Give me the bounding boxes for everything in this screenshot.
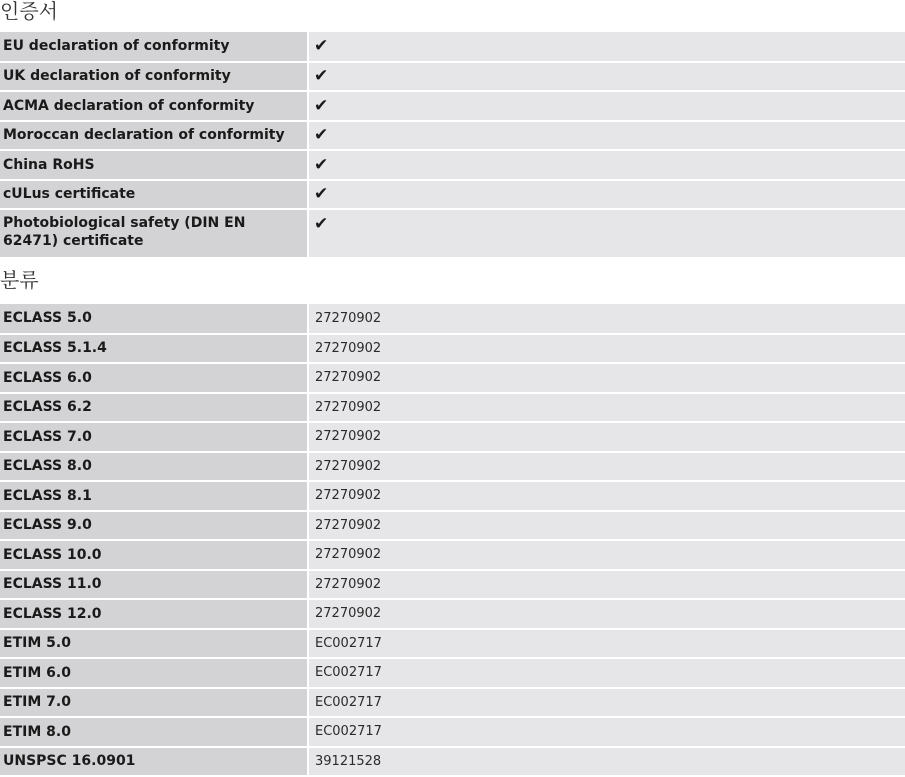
row-label: ECLASS 7.0 xyxy=(0,422,308,452)
table-row xyxy=(0,511,905,541)
check-icon: ✔ xyxy=(308,121,905,151)
certificates-heading: 인증서 xyxy=(0,0,58,23)
row-label: Photobiological safety (DIN EN 62471) certificate xyxy=(0,209,308,258)
row-value: EC002717 xyxy=(308,717,905,747)
row-value: 27270902 xyxy=(308,452,905,482)
check-icon: ✔ xyxy=(308,150,905,180)
check-icon: ✔ xyxy=(308,32,905,62)
row-value: 27270902 xyxy=(308,393,905,423)
row-label: cULus certificate xyxy=(0,180,308,210)
row-value: 27270902 xyxy=(308,570,905,600)
row-label: UNSPSC 16.0901 xyxy=(0,747,308,777)
row-value: EC002717 xyxy=(308,688,905,718)
table-row xyxy=(0,658,905,688)
classification-table xyxy=(0,304,905,777)
row-value: EC002717 xyxy=(308,658,905,688)
row-label: ECLASS 12.0 xyxy=(0,599,308,629)
row-value: 27270902 xyxy=(308,422,905,452)
row-value: 39121528 xyxy=(308,747,905,777)
row-value: 27270902 xyxy=(308,540,905,570)
row-label: ECLASS 9.0 xyxy=(0,511,308,541)
row-label: Moroccan declaration of conformity xyxy=(0,121,308,151)
table-row xyxy=(0,688,905,718)
table-row xyxy=(0,570,905,600)
row-value: 27270902 xyxy=(308,334,905,364)
table-row xyxy=(0,481,905,511)
table-row xyxy=(0,393,905,423)
table-row xyxy=(0,180,905,210)
row-label: ECLASS 8.1 xyxy=(0,481,308,511)
table-row xyxy=(0,62,905,92)
row-label: ETIM 5.0 xyxy=(0,629,308,659)
check-icon: ✔ xyxy=(308,62,905,92)
row-label: ACMA declaration of conformity xyxy=(0,91,308,121)
row-value: 27270902 xyxy=(308,511,905,541)
table-row xyxy=(0,32,905,62)
row-value: 27270902 xyxy=(308,363,905,393)
row-label: ETIM 6.0 xyxy=(0,658,308,688)
table-row xyxy=(0,540,905,570)
row-label: EU declaration of conformity xyxy=(0,32,308,62)
row-label: ETIM 8.0 xyxy=(0,717,308,747)
row-value: 27270902 xyxy=(308,304,905,334)
row-label: ECLASS 8.0 xyxy=(0,452,308,482)
row-label: ECLASS 5.1.4 xyxy=(0,334,308,364)
classification-heading: 분류 xyxy=(0,268,39,292)
row-label: ECLASS 6.0 xyxy=(0,363,308,393)
certificates-table xyxy=(0,32,905,259)
check-icon: ✔ xyxy=(308,91,905,121)
table-row xyxy=(0,304,905,334)
table-row xyxy=(0,121,905,151)
table-row xyxy=(0,209,905,258)
check-icon: ✔ xyxy=(308,209,905,258)
row-value: 27270902 xyxy=(308,599,905,629)
check-icon: ✔ xyxy=(308,180,905,210)
table-row xyxy=(0,150,905,180)
table-row xyxy=(0,422,905,452)
table-row xyxy=(0,452,905,482)
row-label: ECLASS 10.0 xyxy=(0,540,308,570)
table-row xyxy=(0,599,905,629)
table-row xyxy=(0,717,905,747)
row-label: ECLASS 11.0 xyxy=(0,570,308,600)
table-row xyxy=(0,747,905,777)
row-label: UK declaration of conformity xyxy=(0,62,308,92)
row-label: ETIM 7.0 xyxy=(0,688,308,718)
table-row xyxy=(0,363,905,393)
row-value: EC002717 xyxy=(308,629,905,659)
row-value: 27270902 xyxy=(308,481,905,511)
row-label: China RoHS xyxy=(0,150,308,180)
table-row xyxy=(0,334,905,364)
table-row xyxy=(0,91,905,121)
row-label: ECLASS 5.0 xyxy=(0,304,308,334)
table-row xyxy=(0,629,905,659)
row-label: ECLASS 6.2 xyxy=(0,393,308,423)
